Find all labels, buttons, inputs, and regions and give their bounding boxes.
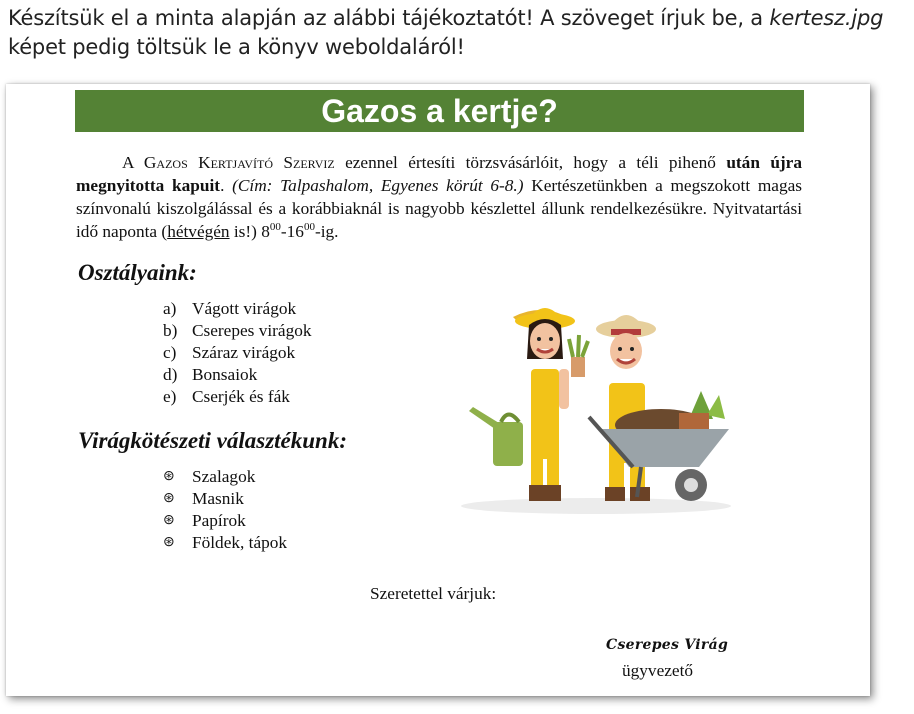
- list-item: [163, 386, 312, 408]
- list-item: [163, 298, 312, 320]
- list-item: [163, 342, 312, 364]
- instruction-part2: képet pedig töltsük le a könyv weboldaláról!: [8, 35, 465, 59]
- list-item: [163, 364, 312, 386]
- weekend-word: hétvégén: [167, 222, 230, 241]
- list-item: [163, 510, 287, 532]
- gardeners-illustration: [451, 299, 741, 519]
- woman-gardener-icon: [513, 308, 588, 501]
- signature-role: ügyvezető: [622, 661, 694, 680]
- watering-can-icon: [469, 407, 523, 466]
- list-label: Száraz virágok: [192, 343, 296, 362]
- flyer-title-banner: [75, 90, 804, 132]
- list-item: [163, 466, 287, 488]
- flower-bullet-icon: ⊛: [163, 535, 175, 550]
- company-name: Gazos Kertjavító Szerviz: [143, 153, 335, 172]
- list-marker: a): [163, 299, 177, 318]
- intro-text-2: ezennel értesíti törzsvásárlóit, hogy a téli pihenő: [334, 153, 727, 172]
- hours-dash: -: [280, 222, 287, 241]
- bouquet-list: [163, 466, 287, 554]
- list-label: Szalagok: [192, 467, 256, 486]
- list-label: Földek, tápok: [192, 533, 288, 552]
- list-marker: b): [163, 321, 178, 340]
- reopened-notice: után újra megnyitotta kapuit: [76, 153, 802, 195]
- close-minutes: 00: [303, 221, 315, 234]
- list-item: [163, 488, 287, 510]
- bouquet-heading: Virágkötészeti választékunk:: [78, 428, 347, 453]
- closing-text: Szeretettel várjuk:: [370, 584, 497, 603]
- list-marker: c): [163, 343, 177, 362]
- list-label: Cserjék és fák: [192, 387, 290, 406]
- intro-paragraph: [76, 151, 802, 243]
- list-marker: d): [163, 365, 178, 384]
- departments-heading: Osztályaink:: [78, 260, 197, 285]
- instruction-filename: kertesz.jpg: [769, 6, 884, 30]
- intro-text-3: .: [220, 176, 233, 195]
- list-label: Vágott virágok: [192, 299, 297, 318]
- list-item: [163, 320, 312, 342]
- list-label: Papírok: [192, 511, 246, 530]
- flower-bullet-icon: ⊛: [163, 469, 175, 484]
- close-hour: 16: [286, 222, 304, 241]
- list-label: Bonsaiok: [192, 365, 258, 384]
- instruction-part1: Készítsük el a minta alapján az alábbi tájékoztatót! A szöveget írjuk be, a: [8, 6, 770, 30]
- list-label: Masnik: [192, 489, 244, 508]
- intro-text-4: Kertészetünkben a megszokott magas színvonalú kiszolgálással és a korábbiaknál is nagyobb készlettel állunk rendelkezésükre. Nyitvatartási idő naponta (: [76, 176, 803, 241]
- signature-name: Cserepes Virág: [606, 637, 729, 653]
- man-gardener-icon: [596, 315, 656, 501]
- list-label: Cserepes virágok: [192, 321, 312, 340]
- address: (Cím: Talpashalom, Egyenes körút 6-8.): [232, 176, 524, 195]
- flower-bullet-icon: ⊛: [163, 513, 175, 528]
- open-minutes: 00: [269, 221, 281, 234]
- instruction-text: [8, 4, 908, 62]
- flower-bullet-icon: ⊛: [163, 491, 175, 506]
- flyer-title: Gazos a kertje?: [321, 93, 558, 129]
- list-marker: e): [163, 387, 177, 406]
- open-hour: 8: [261, 222, 270, 241]
- flyer-page: [6, 84, 870, 696]
- intro-text-5: is!): [229, 222, 262, 241]
- intro-text-1: A: [122, 153, 144, 172]
- departments-list: [163, 298, 312, 408]
- list-item: [163, 532, 287, 554]
- intro-text-6: -ig.: [314, 222, 339, 241]
